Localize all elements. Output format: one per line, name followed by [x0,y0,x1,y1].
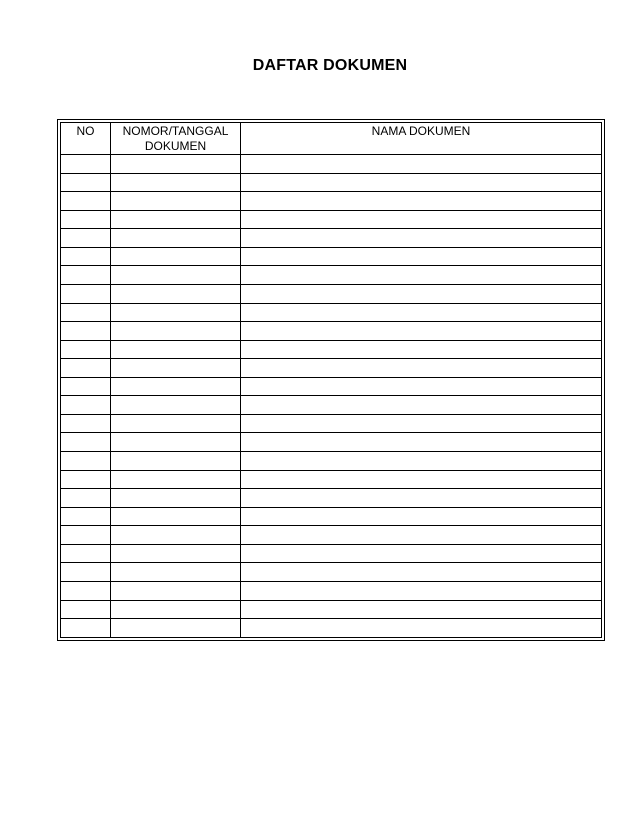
table-cell[interactable] [241,173,602,192]
table-row [61,563,602,582]
table-row [61,210,602,229]
table-cell[interactable] [111,322,241,341]
table-cell[interactable] [61,303,111,322]
table-cell[interactable] [61,359,111,378]
table-cell[interactable] [241,563,602,582]
table-cell[interactable] [61,433,111,452]
table-row [61,359,602,378]
table-row [61,414,602,433]
table-cell[interactable] [111,229,241,248]
table-cell[interactable] [111,284,241,303]
table-row [61,284,602,303]
column-header-label: NO [76,124,95,138]
table-row [61,229,602,248]
table-cell[interactable] [241,507,602,526]
table-cell[interactable] [111,489,241,508]
table-cell[interactable] [61,507,111,526]
table-cell[interactable] [111,359,241,378]
table-row [61,600,602,619]
table-row [61,303,602,322]
table-cell[interactable] [241,452,602,471]
table-body [61,155,602,638]
table-cell[interactable] [61,489,111,508]
column-header-label: NOMOR/TANGGAL DOKUMEN [122,124,229,153]
table-row [61,619,602,638]
table-cell[interactable] [241,396,602,415]
table-cell[interactable] [241,247,602,266]
table-cell[interactable] [61,470,111,489]
table-cell[interactable] [111,340,241,359]
table-cell[interactable] [111,155,241,174]
table-cell[interactable] [241,581,602,600]
table-cell[interactable] [111,414,241,433]
column-header-no [61,123,111,155]
table-row [61,433,602,452]
table-cell[interactable] [241,489,602,508]
table-row [61,396,602,415]
table-cell[interactable] [241,619,602,638]
table-cell[interactable] [61,526,111,545]
table-cell[interactable] [241,322,602,341]
table-cell[interactable] [241,266,602,285]
table-row [61,247,602,266]
table-cell[interactable] [61,192,111,211]
table-cell[interactable] [241,526,602,545]
table-cell[interactable] [241,155,602,174]
table-row [61,322,602,341]
table-cell[interactable] [111,247,241,266]
document-table [60,122,602,638]
table-cell[interactable] [111,377,241,396]
table-cell[interactable] [111,433,241,452]
table-cell[interactable] [241,284,602,303]
table-row [61,581,602,600]
table-cell[interactable] [111,619,241,638]
table-row [61,192,602,211]
table-cell[interactable] [241,359,602,378]
column-header-label: NAMA DOKUMEN [371,124,471,138]
table-cell[interactable] [111,600,241,619]
table-cell[interactable] [61,396,111,415]
table-cell[interactable] [111,507,241,526]
table-cell[interactable] [61,322,111,341]
table-cell[interactable] [111,470,241,489]
table-cell[interactable] [111,452,241,471]
table-cell[interactable] [241,210,602,229]
table-header-row [61,123,602,155]
table-row [61,266,602,285]
table-cell[interactable] [61,284,111,303]
table-cell[interactable] [241,544,602,563]
table-cell[interactable] [61,377,111,396]
table-row [61,470,602,489]
table-cell[interactable] [111,396,241,415]
table-cell[interactable] [61,266,111,285]
table-row [61,155,602,174]
table-cell[interactable] [61,619,111,638]
table-row [61,507,602,526]
document-table-frame [57,119,605,641]
table-cell[interactable] [111,210,241,229]
table-row [61,377,602,396]
table-row [61,340,602,359]
table-cell[interactable] [111,544,241,563]
table-row [61,489,602,508]
table-cell[interactable] [111,563,241,582]
table-cell[interactable] [241,192,602,211]
table-cell[interactable] [61,210,111,229]
table-cell[interactable] [241,414,602,433]
table-cell[interactable] [111,303,241,322]
table-cell[interactable] [241,377,602,396]
table-cell[interactable] [111,581,241,600]
table-cell[interactable] [111,266,241,285]
table-cell[interactable] [241,303,602,322]
table-cell[interactable] [61,247,111,266]
table-cell[interactable] [241,433,602,452]
table-cell[interactable] [61,563,111,582]
table-cell[interactable] [61,600,111,619]
table-cell[interactable] [111,173,241,192]
table-cell[interactable] [111,526,241,545]
table-cell[interactable] [61,414,111,433]
page-title: DAFTAR DOKUMEN [252,57,408,74]
table-cell[interactable] [61,452,111,471]
table-cell[interactable] [61,581,111,600]
table-row [61,452,602,471]
table-cell[interactable] [61,155,111,174]
table-row [61,526,602,545]
table-cell[interactable] [61,229,111,248]
table-cell[interactable] [61,544,111,563]
table-cell[interactable] [61,340,111,359]
table-row [61,544,602,563]
table-row [61,173,602,192]
table-cell[interactable] [241,229,602,248]
column-header-nama-dokumen [241,123,602,155]
table-cell[interactable] [61,173,111,192]
table-cell[interactable] [241,340,602,359]
table-cell[interactable] [241,470,602,489]
table-cell[interactable] [111,192,241,211]
column-header-nomor-tanggal [111,123,241,155]
table-cell[interactable] [241,600,602,619]
